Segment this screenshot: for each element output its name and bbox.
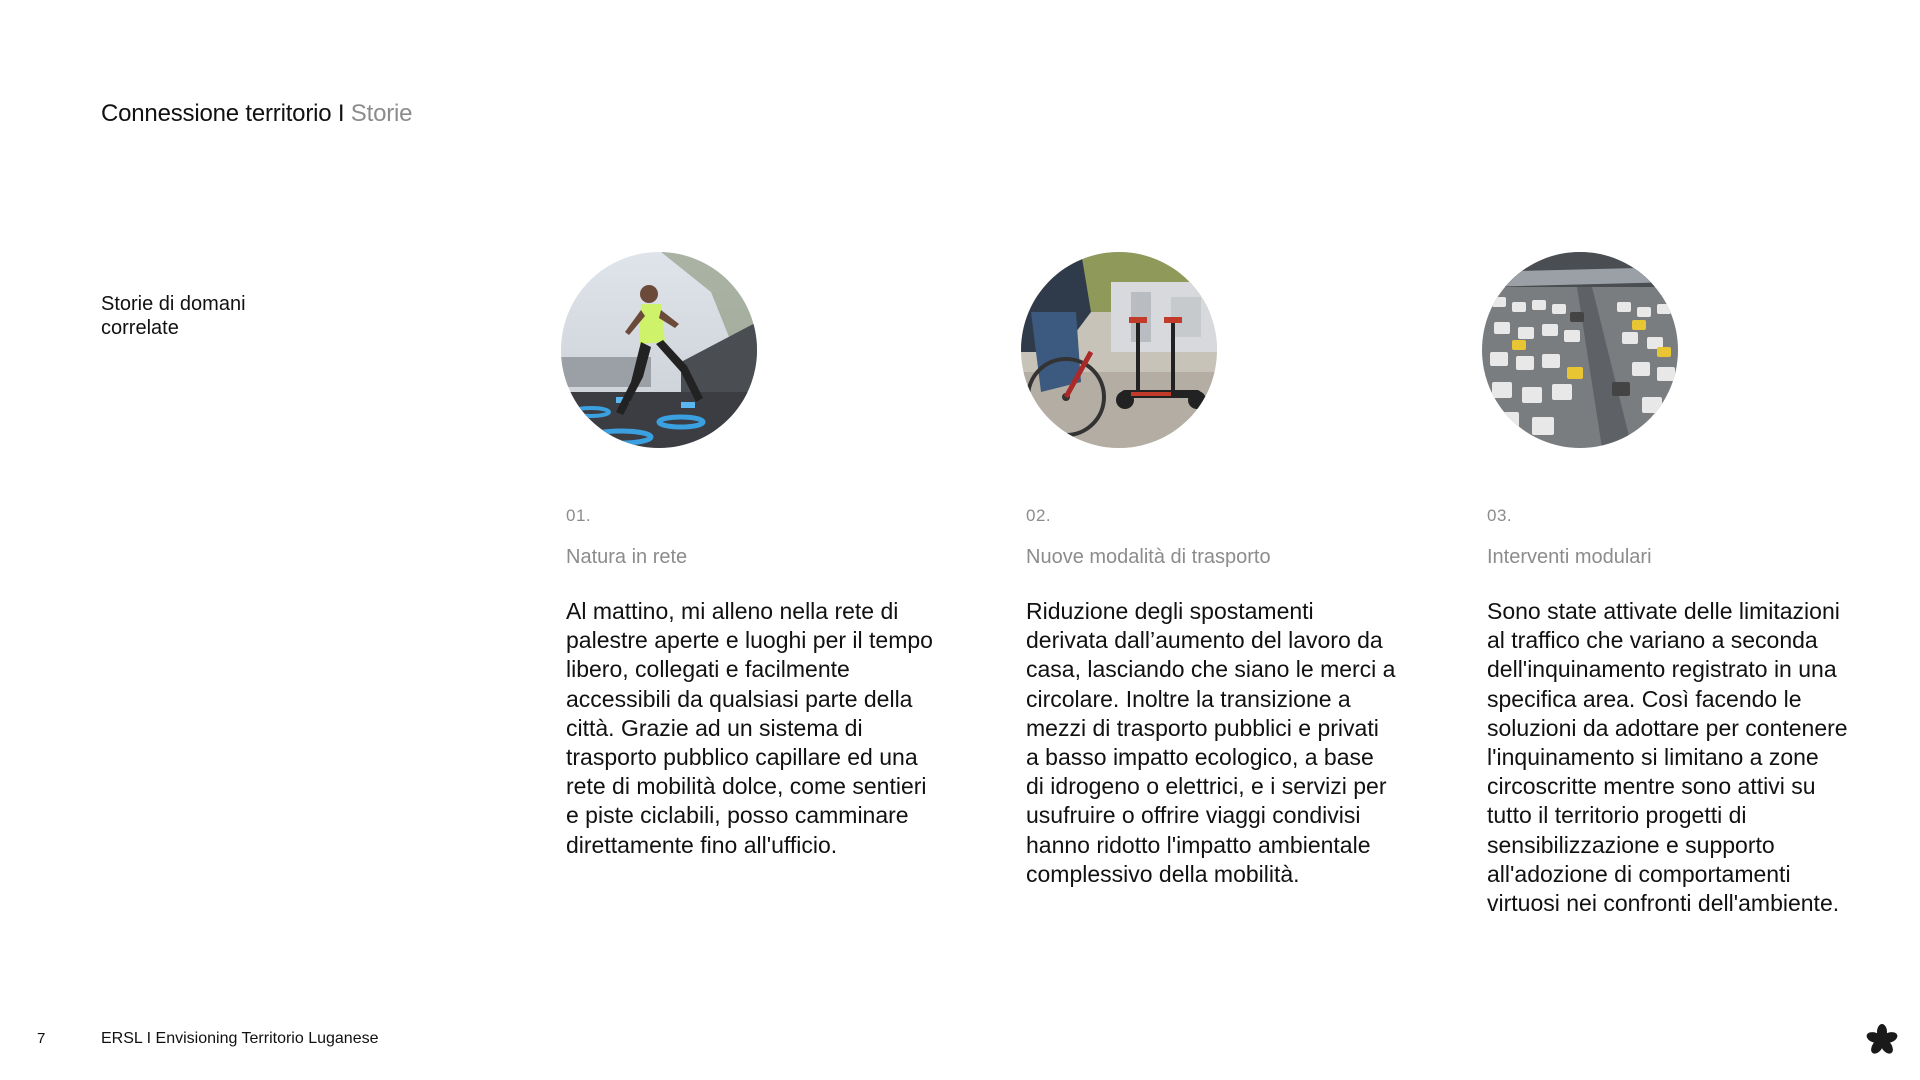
related-stories-label: Storie di domani correlate	[101, 293, 246, 339]
page-title-sub: Storie	[350, 100, 413, 127]
story-title: Nuove modalità di trasporto	[1026, 546, 1271, 568]
page-number: 7	[37, 1030, 46, 1047]
story-body: Riduzione degli spostamenti derivata dall’aumento del lavoro da casa, lasciando che siano le merci a circolare. Inoltre la transizione a mezzi di trasporto pubblici e privati a basso impatto ecologico, a base di idrogeno o elettrici, e i servizi per usufruire o offrire viaggi condivisi hanno ridotto l'impatto ambientale complessivo della mobilità.	[1026, 598, 1396, 887]
story-title: Natura in rete	[566, 546, 688, 568]
footer-caption: ERSL I Envisioning Territorio Luganese	[101, 1030, 379, 1047]
page-title-main: Connessione territorio	[101, 100, 332, 127]
page-title	[101, 100, 412, 128]
runner-photo	[561, 252, 757, 448]
traffic-jam-photo	[1482, 252, 1678, 448]
bicycle-scooter-photo	[1021, 252, 1217, 448]
page-title-separator: I	[331, 100, 351, 127]
story-number: 03.	[1487, 506, 1513, 525]
story-title: Interventi modulari	[1487, 546, 1652, 568]
story-card-2	[1026, 252, 1406, 889]
story-number: 01.	[566, 506, 592, 525]
story-number: 02.	[1026, 506, 1052, 525]
story-body: Sono state attivate delle limitazioni al traffico che variano a seconda dell'inquinamento registrato in una specifica area. Così facendo le soluzioni da adottare per contenere l'inquinamento si limitano a zone circoscritte mentre sono attivi su tutto il territorio progetti di sensibilizzazione e supporto all'adozione di comportamenti virtuosi nei confronti dell'ambiente.	[1487, 598, 1848, 917]
flower-logo-icon	[1866, 1024, 1898, 1056]
story-body: Al mattino, mi alleno nella rete di palestre aperte e luoghi per il tempo libero, collegati e facilmente accessibili da qualsiasi parte della città. Grazie ad un sistema di trasporto pubblico capillare ed una rete di mobilità dolce, come sentieri e piste ciclabili, posso camminare direttamente fino all'ufficio.	[566, 598, 933, 858]
story-card-1	[566, 252, 946, 860]
story-card-3	[1487, 252, 1867, 918]
